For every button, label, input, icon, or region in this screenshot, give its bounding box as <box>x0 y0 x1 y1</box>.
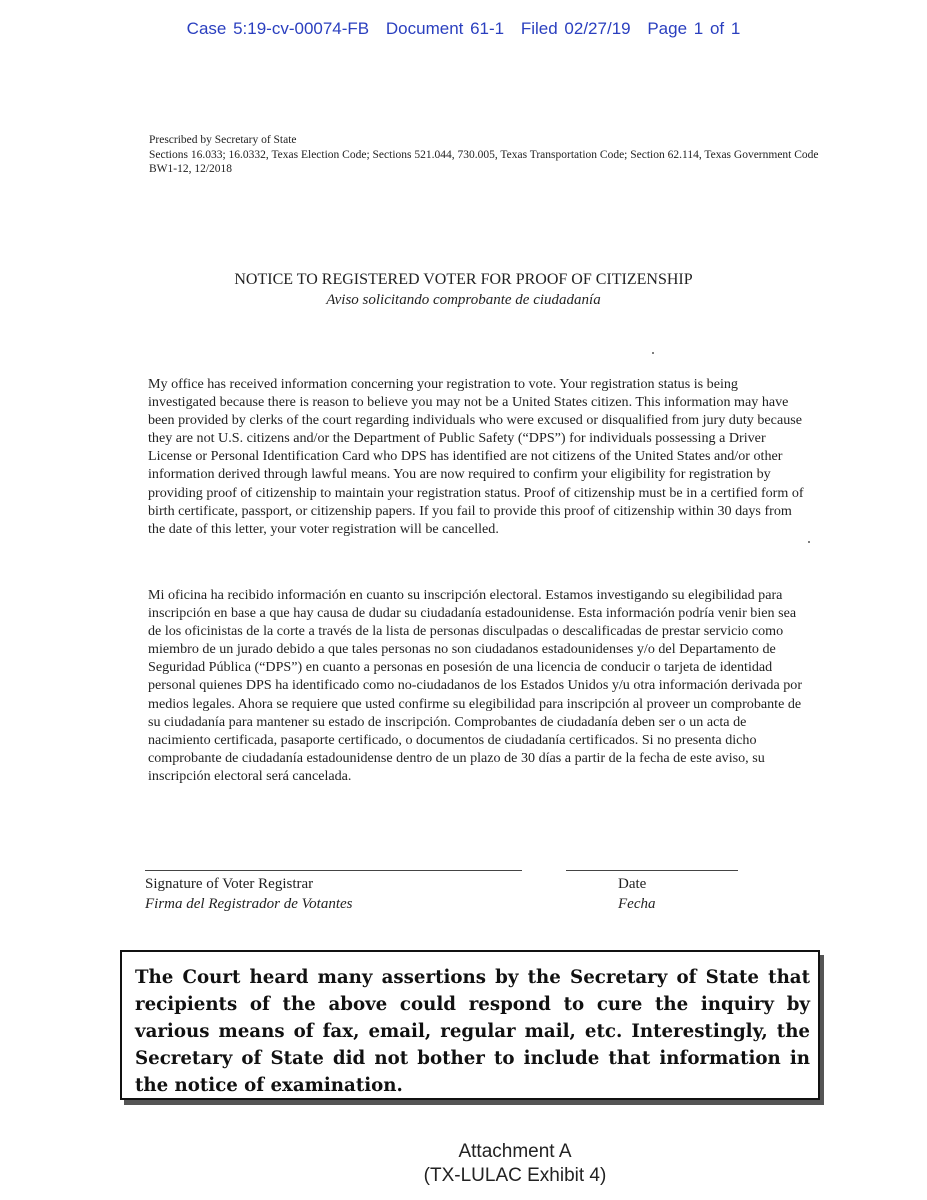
exhibit-line: (TX-LULAC Exhibit 4) <box>423 1165 607 1186</box>
date-label-spanish: Fecha <box>618 896 656 912</box>
body-paragraph-spanish: Mi oficina ha recibido información en cuanto su inscripción electoral. Estamos investigando su elegibilidad para inscripción en base a que hay causa de dudar su ciudadanía estadounidense. Esta información podría venir bien sea de los oficinistas de la corte a través de la lista de personas disculpadas o descalificadas de prestar servicio como miembro de un jurado debido a que tales personas no son ciudadanos estadounidenses y/o del Departamento de Seguridad Pública (“DPS”) en cuanto a personas en posesión de una licencia de conducir o tarjeta de identidad personal quienes DPS ha identificado como no-ciudadanos de los Estados Unidos y/u otra información derivada por medios legales. Ahora se requiere que usted confirme su elegibilidad para inscripción al proveer un comprobante de su ciudadanía para mantener su estado de inscripción. Comprobantes de ciudadanía deben ser o un acta de nacimiento certificada, pasaporte certificado, o documentos de ciudadanía certificados. Si no presenta dicho comprobante de ciudadanía estadounidense dentro de un plazo de 30 días a partir de la fecha de este aviso, su inscripción electoral será cancelada. <box>148 587 803 784</box>
signature-label-english: Signature of Voter Registrar <box>145 876 314 892</box>
court-note-text: The Court heard many assertions by the Secretary of State that recipients of the above could respond to cure the inquiry by various means of fax, email, regular mail, etc. Interestingly, the Secretary of State did not bother to include that information in the notice of examination. <box>135 967 810 1096</box>
scan-speck <box>808 541 810 543</box>
prescribed-block <box>149 133 824 177</box>
notice-title <box>0 270 927 310</box>
attachment-line: Attachment A <box>458 1141 572 1162</box>
statute-sections: Sections 16.033; 16.0332, Texas Election Code; Sections 521.044, 730.005, Texas Transportation Code; Section 62.114, Texas Government Code <box>149 148 819 161</box>
form-number: BW1-12, 12/2018 <box>149 163 233 175</box>
document-number: Document 61-1 <box>385 19 505 38</box>
date-label-english: Date <box>618 876 647 892</box>
signature-label <box>145 874 352 914</box>
prescribed-line: Prescribed by Secretary of State <box>149 134 297 146</box>
date-label <box>618 874 655 914</box>
attachment-label <box>415 1140 615 1188</box>
case-number: Case 5:19-cv-00074-FB <box>186 19 370 38</box>
date-line <box>566 870 738 871</box>
title-spanish: Aviso solicitando comprobante de ciudadanía <box>326 292 601 308</box>
filed-date: Filed 02/27/19 <box>520 19 631 38</box>
signature-line <box>145 870 522 871</box>
case-header-stamp <box>0 19 927 39</box>
title-english: NOTICE TO REGISTERED VOTER FOR PROOF OF CITIZENSHIP <box>234 271 693 288</box>
court-note-box <box>120 950 820 1100</box>
scan-speck <box>652 352 654 354</box>
page-number: Page 1 of 1 <box>647 19 741 38</box>
body-paragraph-english: My office has received information concerning your registration to vote. Your registration status is being investigated because there is reason to believe you may not be a United States citizen. This information may have been provided by clerks of the court regarding individuals who were excused or disqualified from jury duty because they are not U.S. citizens and/or the Department of Public Safety (“DPS”) for individuals possessing a Driver License or Personal Identification Card who DPS has identified are not citizens of the United States and/or other information derived through lawful means. You are now required to confirm your eligibility for registration by providing proof of citizenship to maintain your registration status. Proof of citizenship must be in a certified form of birth certificate, passport, or citizenship papers. If you fail to provide this proof of citizenship within 30 days from the date of this letter, your voter registration will be cancelled. <box>148 376 804 537</box>
signature-label-spanish: Firma del Registrador de Votantes <box>145 896 353 912</box>
